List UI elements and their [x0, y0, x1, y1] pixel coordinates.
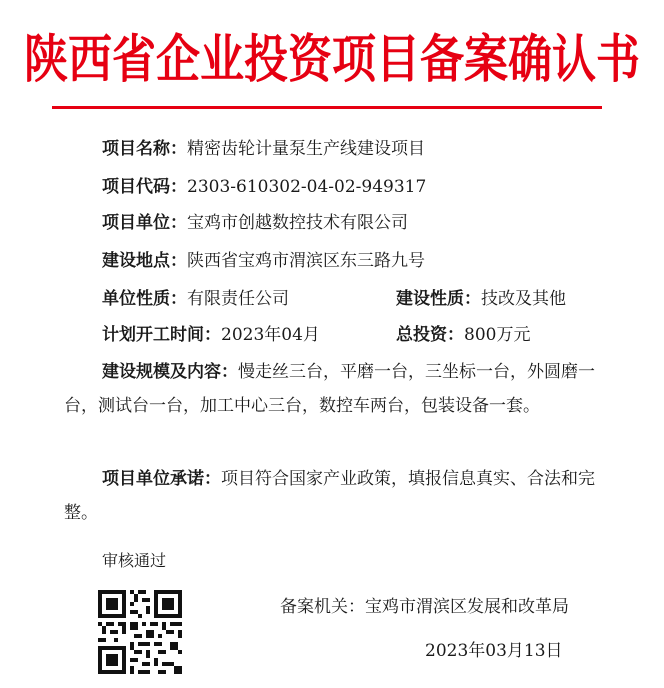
- scale-label: 建设规模及内容：: [102, 362, 238, 382]
- field-location: [102, 251, 425, 271]
- authority-value: 宝鸡市渭滨区发展和改革局: [365, 597, 569, 617]
- document-title: 陕西省企业投资项目备案确认书: [24, 30, 640, 91]
- title-divider: [52, 106, 602, 109]
- project-name-label: 项目名称：: [102, 139, 187, 159]
- field-unit-nature: [102, 289, 289, 309]
- project-code-label: 项目代码：: [102, 177, 187, 197]
- authority-label: 备案机关：: [280, 597, 365, 617]
- project-code-value: 2303-610302-04-02-949317: [187, 177, 427, 197]
- qr-code[interactable]: [98, 590, 182, 674]
- field-build-nature: [396, 289, 566, 309]
- start-time-label: 计划开工时间：: [102, 325, 221, 345]
- field-project-unit: [102, 213, 408, 233]
- commitment-label: 项目单位承诺：: [102, 469, 221, 489]
- filing-authority: [280, 597, 569, 617]
- start-time-value: 2023年04月: [221, 325, 320, 345]
- project-unit-value: 宝鸡市创越数控技术有限公司: [187, 213, 408, 233]
- build-nature-value: 技改及其他: [481, 289, 566, 309]
- commitment-value: 项目符合国家产业政策，填报信息真实、合法和完整。: [64, 469, 595, 523]
- total-investment-label: 总投资：: [396, 325, 464, 345]
- project-unit-label: 项目单位：: [102, 213, 187, 233]
- field-project-code: [102, 177, 426, 197]
- field-start-time: [102, 325, 320, 345]
- field-commitment: [64, 462, 604, 530]
- scale-value: 慢走丝三台，平磨一台，三坐标一台，外圆磨一台，测试台一台，加工中心三台，数控车两台，包装设备一套。: [64, 362, 595, 416]
- field-scale: [64, 355, 604, 423]
- field-total-investment: [396, 325, 530, 345]
- location-value: 陕西省宝鸡市渭滨区东三路九号: [187, 251, 425, 271]
- unit-nature-label: 单位性质：: [102, 289, 187, 309]
- location-label: 建设地点：: [102, 251, 187, 271]
- issue-date: 2023年03月13日: [425, 641, 563, 661]
- unit-nature-value: 有限责任公司: [187, 289, 289, 309]
- review-status: 审核通过: [102, 551, 167, 570]
- project-name-value: 精密齿轮计量泵生产线建设项目: [187, 139, 425, 159]
- total-investment-value: 800万元: [464, 325, 531, 345]
- build-nature-label: 建设性质：: [396, 289, 481, 309]
- field-project-name: [102, 139, 425, 159]
